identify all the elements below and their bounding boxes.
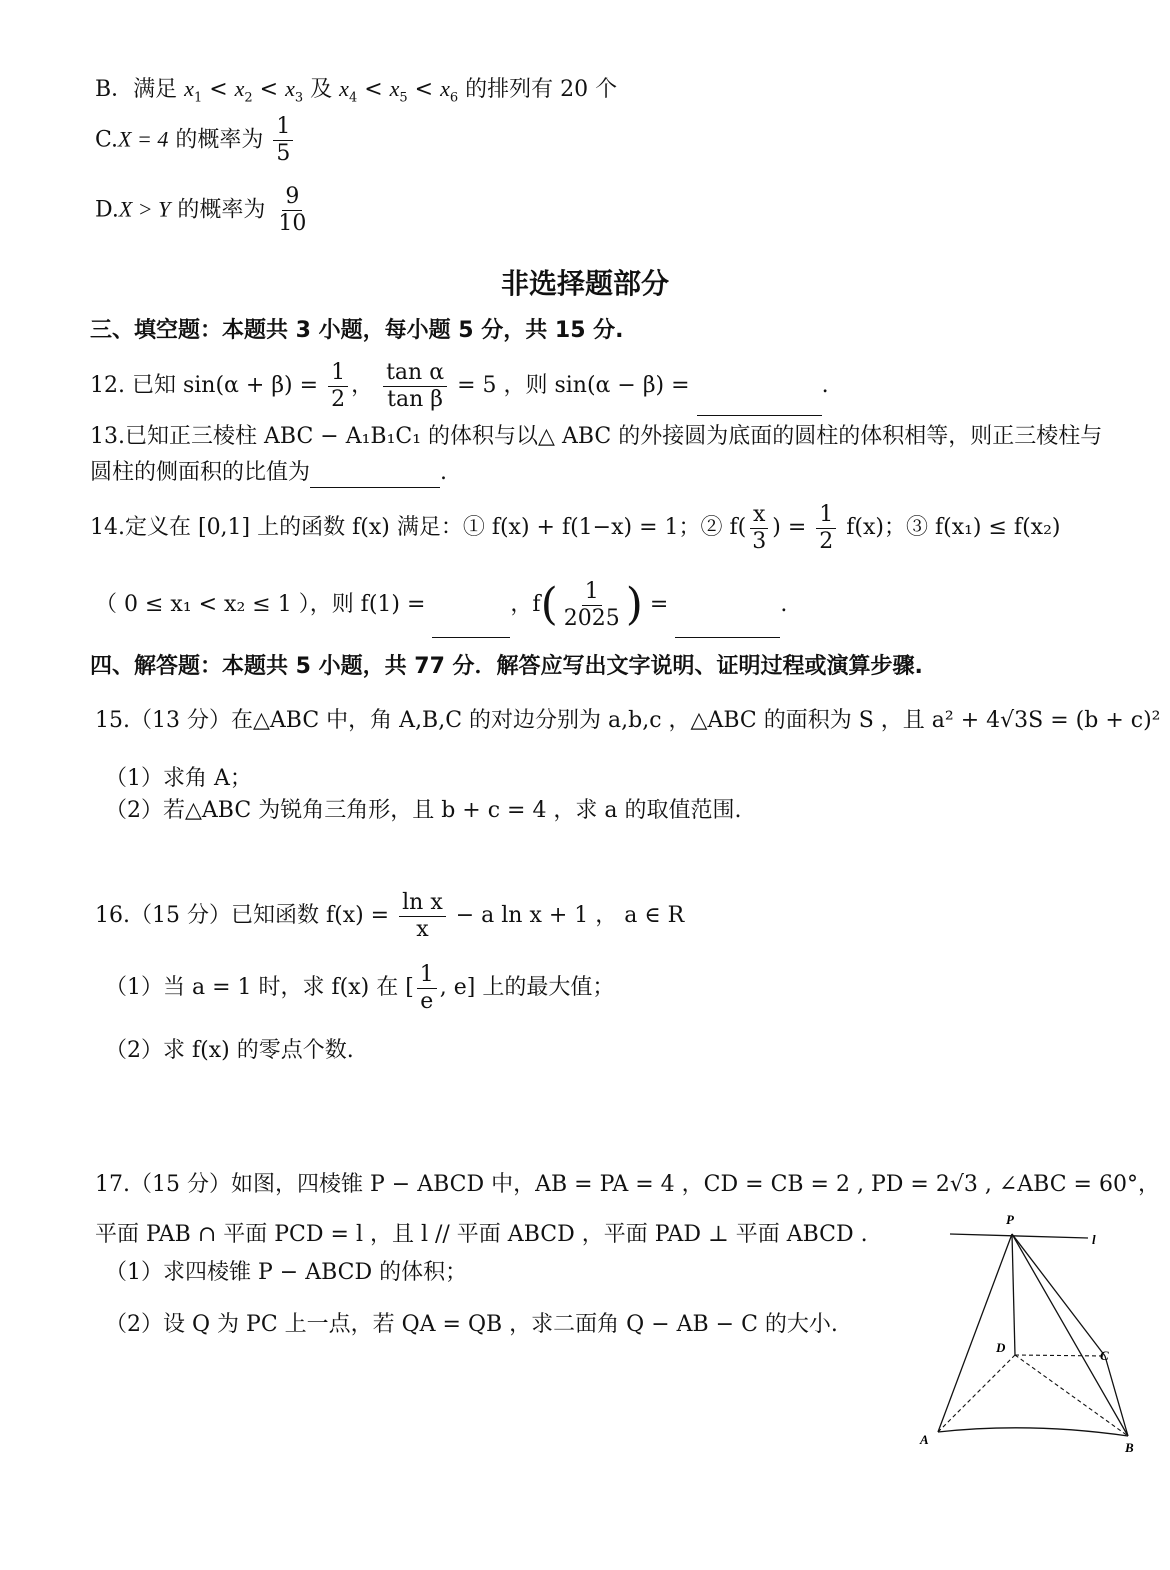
answer-blank[interactable] bbox=[697, 415, 822, 416]
question-16-stem: 16.（15 分）已知函数 f(x) = $\frac{\text{ln x}}{x}$ − a ln x + 1 ， a ∈ R bbox=[95, 889, 685, 942]
answer-blank[interactable] bbox=[310, 487, 440, 488]
pyramid-figure bbox=[900, 1200, 1160, 1480]
question-17-part2: （2）设 Q 为 PC 上一点，若 QA = QB ，求二面角 Q − AB − C 的大小. bbox=[105, 1312, 838, 1337]
edge-db bbox=[1015, 1355, 1128, 1436]
question-14-line2: （ 0 ≤ x₁ < x₂ ≤ 1 ），则 f(1) = ，f( $\frac{1}{2025}$ ) = . bbox=[95, 572, 787, 638]
answer-blank[interactable] bbox=[432, 637, 510, 638]
edge-ab bbox=[938, 1428, 1128, 1436]
part4-heading: 四、解答题：本题共 5 小题，共 77 分．解答应写出文字说明、证明过程或演算步骤. bbox=[90, 654, 923, 679]
fraction: $\frac{\text{ln x}}{x}$ bbox=[399, 890, 446, 943]
label-a: A bbox=[920, 1432, 929, 1447]
question-16-part2: （2）求 f(x) 的零点个数. bbox=[105, 1038, 354, 1063]
option-c: C.X = 4 的概率为 $\frac{1}{5}$ bbox=[95, 114, 296, 167]
label-p: P bbox=[1006, 1212, 1014, 1227]
edge-pc bbox=[1012, 1234, 1105, 1356]
fraction: $\frac{\text{tan α}}{\text{tan β}}$ bbox=[383, 360, 447, 413]
edge-pa bbox=[938, 1234, 1012, 1432]
label-c: C bbox=[1100, 1348, 1109, 1363]
question-13-line2: 圆柱的侧面积的比值为 . bbox=[90, 458, 447, 488]
fraction: $\frac{9}{10}$ bbox=[278, 184, 307, 236]
question-17-part1: （1）求四棱锥 P − ABCD 的体积； bbox=[105, 1260, 468, 1285]
label-d: D bbox=[996, 1340, 1006, 1355]
fraction: $\frac{1}{e}$ bbox=[417, 962, 437, 1015]
question-17-line2: 平面 PAB ∩ 平面 PCD = l ，且 l // 平面 ABCD ，平面 PAD ⊥ 平面 ABCD . bbox=[95, 1222, 868, 1247]
part3-heading: 三、填空题：本题共 3 小题，每小题 5 分，共 15 分. bbox=[90, 318, 624, 343]
fraction: $\frac{1}{2}$ bbox=[816, 502, 836, 555]
line-l bbox=[950, 1234, 1088, 1238]
question-15-part2: （2）若△ABC 为锐角三角形，且 b + c = 4 ，求 a 的取值范围. bbox=[105, 798, 742, 823]
label-l: l bbox=[1092, 1232, 1096, 1247]
edge-pb bbox=[1012, 1234, 1128, 1436]
fraction: $\frac{x}{3}$ bbox=[749, 502, 769, 555]
option-b: B．满足 $x_1 < x_2 < x_3$ 及 $x_4 < x_5 < x_6$ 的排列有 20 个 bbox=[95, 76, 618, 106]
question-15-part1: （1）求角 A； bbox=[105, 766, 252, 791]
question-12: 12. 已知 sin(α + β) = $\frac{1}{2}$ ， $\frac{\text{tan α}}{\text{tan β}}$ = 5 ，则 sin(α − β) = . bbox=[90, 356, 829, 416]
question-15-stem: 15.（13 分）在△ABC 中，角 A,B,C 的对边分别为 a,b,c ，△ABC 的面积为 S ，且 a² + 4√3S = (b + c)² bbox=[95, 708, 1161, 733]
answer-blank[interactable] bbox=[675, 637, 780, 638]
question-14-line1: 14.定义在 [0,1] 上的函数 f(x) 满足：① f(x) + f(1−x) = 1；② f( $\frac{x}{3}$ ) = $\frac{1}{2}$ f(x)；③ f(x₁) ≤ f(x₂) bbox=[90, 501, 1061, 554]
fraction: $\frac{1}{5}$ bbox=[273, 114, 293, 167]
edge-dc bbox=[1015, 1355, 1105, 1356]
edge-ad bbox=[938, 1355, 1015, 1432]
label-b: B bbox=[1125, 1440, 1134, 1455]
question-13-line1: 13.已知正三棱柱 ABC − A₁B₁C₁ 的体积与以△ ABC 的外接圆为底面的圆柱的体积相等，则正三棱柱与 bbox=[90, 424, 1103, 449]
option-d: D.X > Y 的概率为 $\frac{9}{10}$ bbox=[95, 184, 312, 237]
section-title: 非选择题部分 bbox=[500, 267, 669, 300]
question-16-part1: （1）当 a = 1 时，求 f(x) 在 [ $\frac{1}{e}$ , e] 上的最大值； bbox=[105, 961, 615, 1014]
edge-cb bbox=[1105, 1356, 1128, 1436]
question-17-stem: 17.（15 分）如图，四棱锥 P − ABCD 中，AB = PA = 4 ，CD = CB = 2 , PD = 2√3 , ∠ABC = 60°， bbox=[95, 1172, 1160, 1197]
fraction: $\frac{1}{2}$ bbox=[328, 360, 348, 413]
edge-pd bbox=[1012, 1234, 1015, 1355]
fraction: $\frac{1}{2025}$ bbox=[563, 578, 620, 631]
